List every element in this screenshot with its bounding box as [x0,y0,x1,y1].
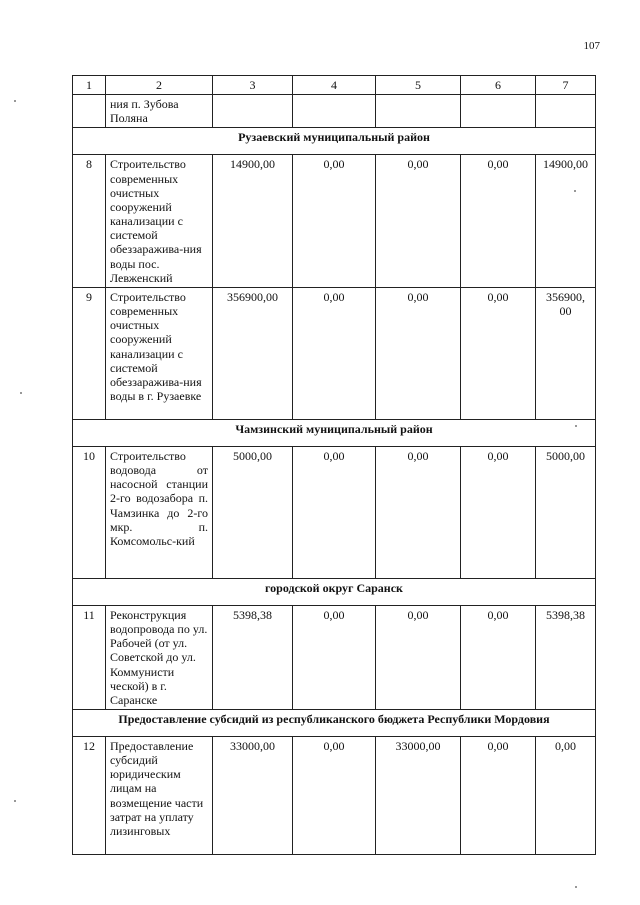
value-cell: 0,00 [293,736,376,854]
object-name: Строительство современных очистных сооружений канализации с системой обеззаражива-ния воды пос. Левженский [106,155,213,287]
object-name: Реконструкция водопровода по ул. Рабочей (от ул. Советской до ул. Коммунисти ческой) в г. Саранске [106,605,213,709]
value-cell: 0,00 [461,446,536,578]
scan-speck [575,425,577,427]
value-cell: 0,00 [293,446,376,578]
table-row [73,446,596,578]
column-number: 1 [73,76,106,95]
value-cell: 0,00 [536,736,596,854]
section-row [73,709,596,736]
value-cell: 356900,00 [213,287,293,419]
row-number: 11 [73,605,106,709]
value-cell: 5000,00 [536,446,596,578]
value-cell: 5000,00 [213,446,293,578]
column-number: 7 [536,76,596,95]
scan-speck [574,190,576,192]
page-number: 107 [583,40,600,52]
column-number-row [73,76,596,95]
object-name: Строительство водовода от насосной станции 2-го водозабора п. Чамзинка до 2-го мкр. п. Комсомольс-кий [106,446,213,578]
value-cell: 33000,00 [376,736,461,854]
value-cell: 0,00 [461,605,536,709]
value-cell: 0,00 [376,155,461,287]
column-number: 3 [213,76,293,95]
value-cell: 356900, 00 [536,287,596,419]
value-cell: 0,00 [376,605,461,709]
value-cell: 14900,00 [536,155,596,287]
table-row [73,95,596,128]
object-name: ния п. Зубова Поляна [106,95,213,128]
table-row [73,736,596,854]
value-cell: 0,00 [293,155,376,287]
object-name: Предоставление субсидий юридическим лицам на возмещение части затрат на уплату лизинговых [106,736,213,854]
section-row [73,419,596,446]
row-number: 10 [73,446,106,578]
column-number: 5 [376,76,461,95]
value-cell: 0,00 [293,287,376,419]
section-title: Рузаевский муниципальный район [73,128,596,155]
value-cell: 0,00 [293,605,376,709]
table-row [73,605,596,709]
column-number: 6 [461,76,536,95]
value-cell: 5398,38 [536,605,596,709]
value-cell: 33000,00 [213,736,293,854]
value-cell [293,95,376,128]
value-cell: 14900,00 [213,155,293,287]
budget-table [72,75,596,855]
scan-speck [14,100,16,102]
value-cell: 0,00 [376,446,461,578]
row-number: 8 [73,155,106,287]
section-title: городской округ Саранск [73,578,596,605]
column-number: 4 [293,76,376,95]
section-row [73,128,596,155]
scan-speck [20,392,22,394]
section-title: Чамзинский муниципальный район [73,419,596,446]
column-number: 2 [106,76,213,95]
row-number: 9 [73,287,106,419]
section-title: Предоставление субсидий из республиканского бюджета Республики Мордовия [73,709,596,736]
scan-speck [575,886,577,888]
row-number: 12 [73,736,106,854]
value-cell: 0,00 [376,287,461,419]
value-cell: 5398,38 [213,605,293,709]
value-cell [376,95,461,128]
value-cell: 0,00 [461,736,536,854]
section-row [73,578,596,605]
row-number [73,95,106,128]
object-name: Строительство современных очистных сооружений канализации с системой обеззаражива-ния воды в г. Рузаевке [106,287,213,419]
value-cell: 0,00 [461,155,536,287]
value-cell [213,95,293,128]
value-cell: 0,00 [461,287,536,419]
value-cell [536,95,596,128]
table-row [73,155,596,287]
table-row [73,287,596,419]
scan-speck [14,800,16,802]
value-cell [461,95,536,128]
